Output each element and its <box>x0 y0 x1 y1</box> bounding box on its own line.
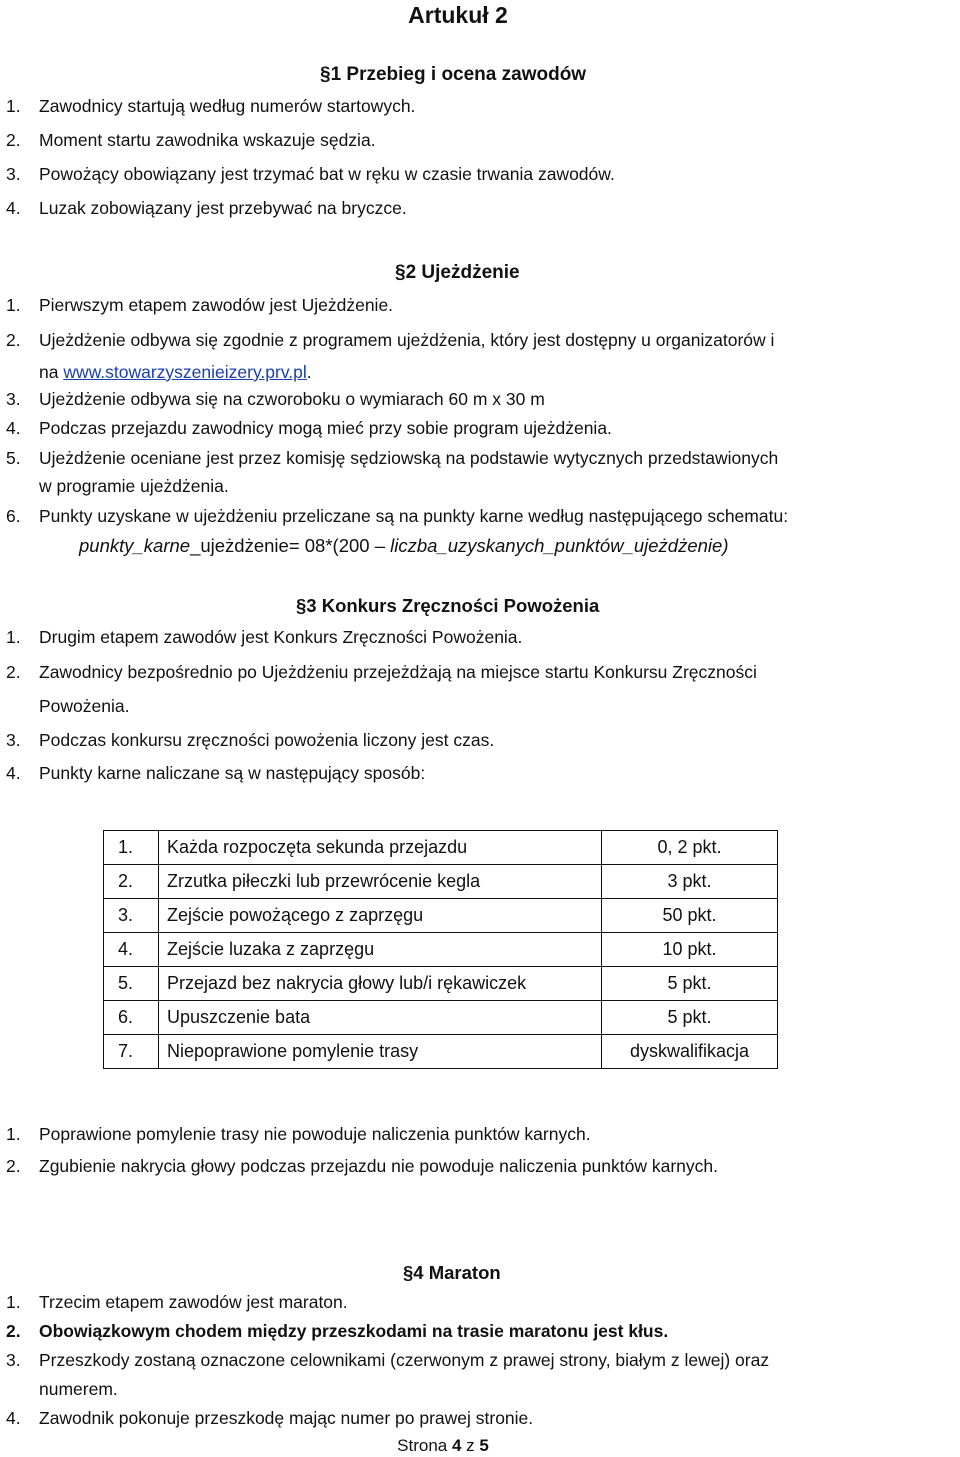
s3-item-4-text: Punkty karne naliczane są w następujący sposób: <box>39 763 426 783</box>
s2-item-2-suffix: . <box>306 362 312 382</box>
penalty-number: 5. <box>104 967 159 1001</box>
formula-part-1: punkty_karne <box>79 535 191 556</box>
s3-note-2-text: Zgubienie nakrycia głowy podczas przejazdu nie powoduje naliczenia punktów karnych. <box>39 1156 719 1176</box>
s2-item-3-number: 3. <box>6 389 21 409</box>
s3-item-2-text: Zawodnicy bezpośrednio po Ujeżdżeniu przejeżdżają na miejsce startu Konkursu Zręczności <box>39 662 757 682</box>
s2-item-2-link-line <box>39 362 312 383</box>
website-link[interactable]: www.stowarzyszenieizery.prv.pl <box>63 362 307 382</box>
s3-item-4-number: 4. <box>6 763 21 783</box>
s2-item-2-number: 2. <box>6 330 21 350</box>
current-page: 4 <box>451 1436 462 1455</box>
s1-item-2-number: 2. <box>6 130 21 150</box>
formula-part-3: liczba_uzyskanych_punktów_ujeżdżenie) <box>390 535 729 556</box>
article-title: Artukuł 2 <box>408 2 508 28</box>
penalty-description: Upuszczenie bata <box>159 1001 602 1035</box>
penalty-points: 5 pkt. <box>602 967 778 1001</box>
table-row <box>104 1035 778 1069</box>
table-row <box>104 967 778 1001</box>
s4-item-1-text: Trzecim etapem zawodów jest maraton. <box>39 1292 348 1312</box>
penalty-description: Przejazd bez nakrycia głowy lub/i rękawiczek <box>159 967 602 1001</box>
section-2-heading: §2 Ujeżdżenie <box>395 262 520 283</box>
s3-item-3-number: 3. <box>6 730 21 750</box>
s4-item-3-text-cont: numerem. <box>39 1379 118 1399</box>
penalty-number: 1. <box>104 831 159 865</box>
s3-note-1-number: 1. <box>6 1124 21 1144</box>
s2-item-4-text: Podczas przejazdu zawodnicy mogą mieć przy sobie program ujeżdżenia. <box>39 418 612 438</box>
s4-item-2-text: Obowiązkowym chodem między przeszkodami na trasie maratonu jest kłus. <box>39 1321 669 1341</box>
penalty-description: Każda rozpoczęta sekunda przejazdu <box>159 831 602 865</box>
s2-item-5-number: 5. <box>6 448 21 468</box>
total-pages: 5 <box>479 1436 489 1455</box>
s3-note-2-number: 2. <box>6 1156 21 1176</box>
s1-item-2-text: Moment startu zawodnika wskazuje sędzia. <box>39 130 376 150</box>
penalty-points: 5 pkt. <box>602 1001 778 1035</box>
s1-item-3-number: 3. <box>6 164 21 184</box>
s3-item-1-number: 1. <box>6 627 21 647</box>
penalty-number: 6. <box>104 1001 159 1035</box>
penalty-points: dyskwalifikacja <box>602 1035 778 1069</box>
s4-item-2-number: 2. <box>6 1321 21 1341</box>
penalty-points: 50 pkt. <box>602 899 778 933</box>
penalty-number: 2. <box>104 865 159 899</box>
s2-item-2-prefix: na <box>39 362 64 382</box>
penalty-number: 4. <box>104 933 159 967</box>
section-1-heading: §1 Przebieg i ocena zawodów <box>320 64 587 85</box>
table-row <box>104 899 778 933</box>
table-row <box>104 933 778 967</box>
s1-item-3-text: Powożący obowiązany jest trzymać bat w ręku w czasie trwania zawodów. <box>39 164 615 184</box>
s4-item-4-text: Zawodnik pokonuje przeszkodę mając numer po prawej stronie. <box>39 1408 534 1428</box>
s3-item-2-number: 2. <box>6 662 21 682</box>
penalty-table <box>103 830 778 1069</box>
s1-item-4-text: Luzak zobowiązany jest przebywać na bryczce. <box>39 198 407 218</box>
penalty-number: 3. <box>104 899 159 933</box>
s2-item-4-number: 4. <box>6 418 21 438</box>
s2-item-2-text: Ujeżdżenie odbywa się zgodnie z programem ujeżdżenia, który jest dostępny u organizatorów i <box>39 330 775 350</box>
s1-item-1-text: Zawodnicy startują według numerów startowych. <box>39 96 416 116</box>
penalty-description: Zejście powożącego z zaprzęgu <box>159 899 602 933</box>
footer-middle: z <box>461 1436 480 1455</box>
s2-item-3-text: Ujeżdżenie odbywa się na czworoboku o wymiarach 60 m x 30 m <box>39 389 545 409</box>
s2-item-5-text: Ujeżdżenie oceniane jest przez komisję sędziowską na podstawie wytycznych przedstawionych <box>39 448 779 468</box>
penalty-description: Niepoprawione pomylenie trasy <box>159 1035 602 1069</box>
s4-item-4-number: 4. <box>6 1408 21 1428</box>
s3-note-1-text: Poprawione pomylenie trasy nie powoduje naliczenia punktów karnych. <box>39 1124 591 1144</box>
penalty-description: Zrzutka piłeczki lub przewrócenie kegla <box>159 865 602 899</box>
penalty-points: 3 pkt. <box>602 865 778 899</box>
s2-item-1-text: Pierwszym etapem zawodów jest Ujeżdżenie. <box>39 295 394 315</box>
formula-part-2: _ujeżdżenie= 08*(200 – <box>190 535 391 556</box>
s4-item-3-number: 3. <box>6 1350 21 1370</box>
penalty-description: Zejście luzaka z zaprzęgu <box>159 933 602 967</box>
penalty-number: 7. <box>104 1035 159 1069</box>
penalty-points: 10 pkt. <box>602 933 778 967</box>
s2-item-6-number: 6. <box>6 506 21 526</box>
s2-item-6-text: Punkty uzyskane w ujeżdżeniu przeliczane są na punkty karne według następującego schematu: <box>39 506 789 526</box>
scoring-formula <box>79 535 728 557</box>
s3-item-1-text: Drugim etapem zawodów jest Konkurs Zręczności Powożenia. <box>39 627 523 647</box>
section-3-heading: §3 Konkurs Zręczności Powożenia <box>296 595 600 616</box>
s3-item-2-text-cont: Powożenia. <box>39 696 130 716</box>
s3-item-3-text: Podczas konkursu zręczności powożenia liczony jest czas. <box>39 730 495 750</box>
penalty-points: 0, 2 pkt. <box>602 831 778 865</box>
table-row <box>104 1001 778 1035</box>
footer-prefix: Strona <box>397 1436 452 1455</box>
page-footer <box>0 1436 886 1456</box>
s2-item-1-number: 1. <box>6 295 21 315</box>
s1-item-4-number: 4. <box>6 198 21 218</box>
table-row <box>104 865 778 899</box>
s1-item-1-number: 1. <box>6 96 21 116</box>
s4-item-1-number: 1. <box>6 1292 21 1312</box>
table-row <box>104 831 778 865</box>
section-4-heading: §4 Maraton <box>403 1262 501 1283</box>
s2-item-5-text-cont: w programie ujeżdżenia. <box>39 476 229 496</box>
s4-item-3-text: Przeszkody zostaną oznaczone celownikami (czerwonym z prawej strony, białym z lewej) oraz <box>39 1350 770 1370</box>
